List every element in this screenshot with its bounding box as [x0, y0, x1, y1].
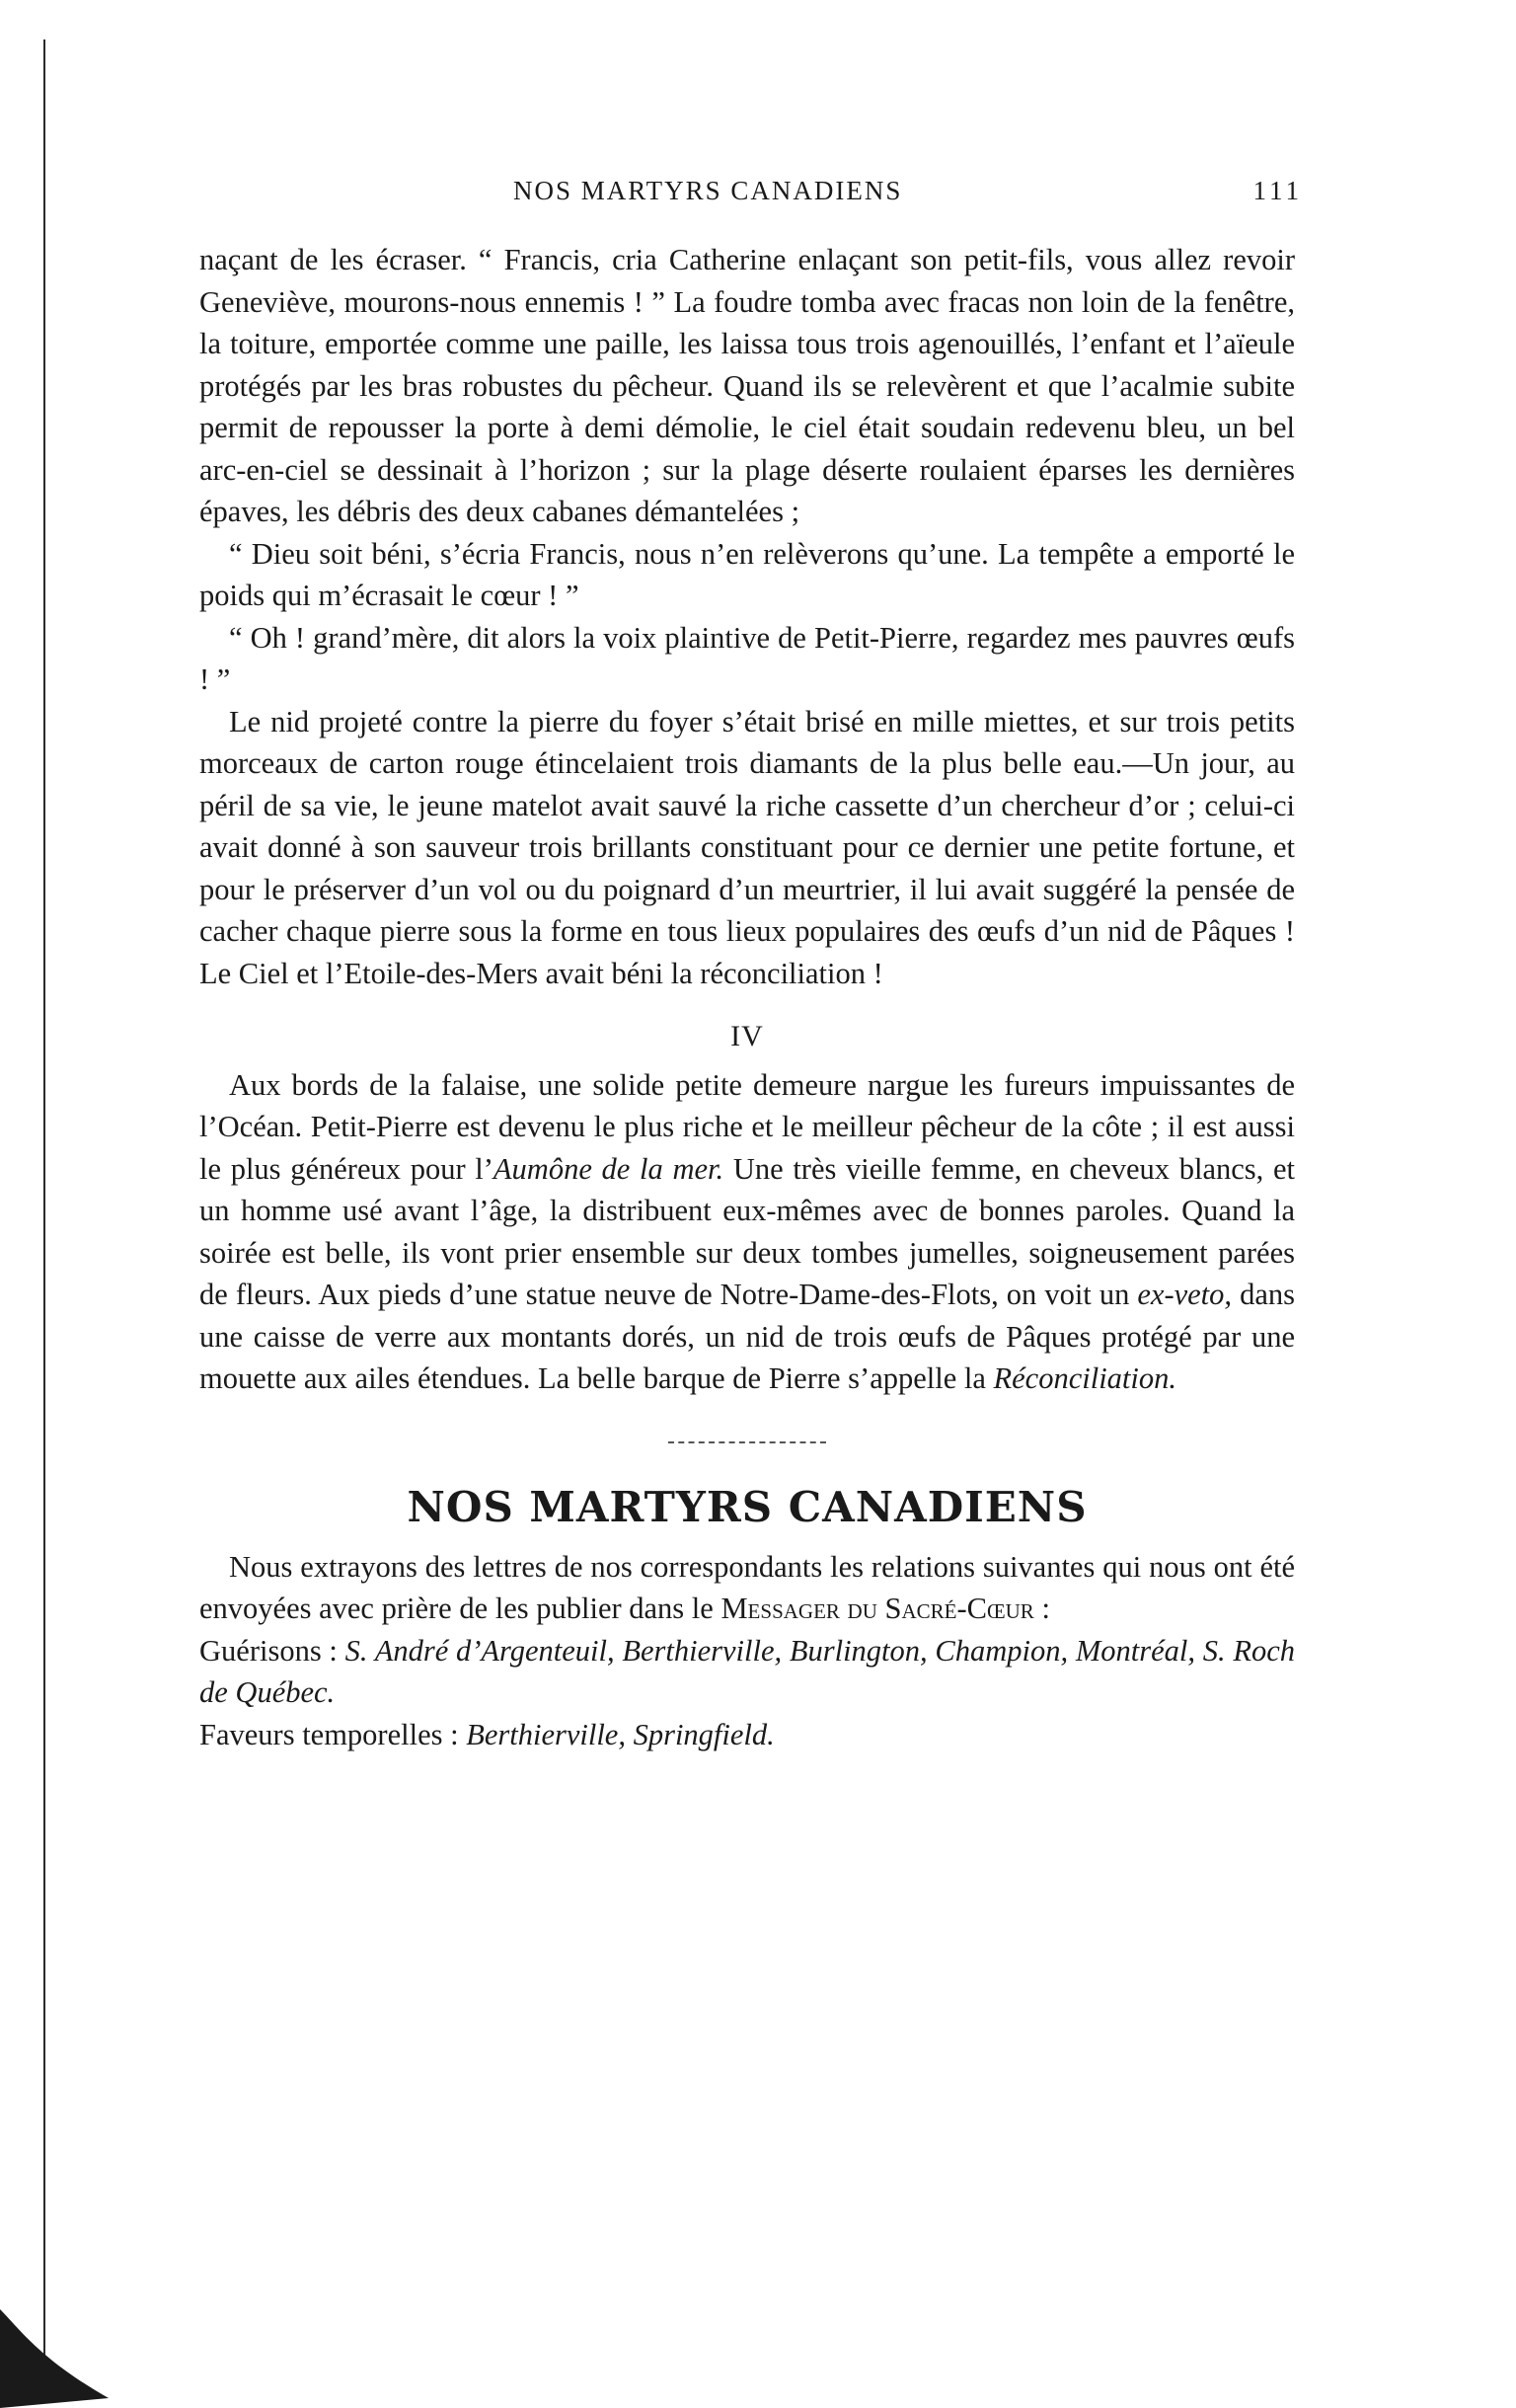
page-number: 111: [1252, 176, 1303, 205]
epilogue-text-1: Aux bords de la falaise, une solide petite demeure nargue les fureurs impuissantes de l’Océan. Petit-Pierre est devenu le plus riche et le meilleur pêcheur de la côte ; il est aussi le plus généreux pour l’: [199, 1067, 1295, 1186]
binding-line: [43, 39, 45, 2369]
list-guerisons: [199, 1630, 1295, 1714]
paragraph-diamonds: Le nid projeté contre la pierre du foyer s’était brisé en mille miettes, et sur trois petits morceaux de carton rouge étincelaient trois diamants de la plus belle eau.—Un jour, au péril de sa vie, le jeune matelot avait sauvé la riche cassette d’un chercheur d’or ; celui-ci avait donné à son sauveur trois brillants constituant pour ce dernier une petite fortune, et pour le préserver d’un vol ou du poignard d’un meurtrier, il lui avait suggéré la pensée de cacher chaque pierre sous la forme en tous lieux populaires des œufs d’un nid de Pâques ! Le Ciel et l’Etoile-des-Mers avait béni la réconciliation !: [199, 704, 1295, 990]
list-faveurs: [199, 1714, 1295, 1756]
binding-corner-mark: [0, 2290, 118, 2408]
paragraph-intro-relations: [199, 1546, 1295, 1630]
guerisons-label: Guérisons :: [199, 1633, 345, 1668]
faveurs-places: Berthierville, Springfield.: [466, 1717, 775, 1751]
epilogue-italic-reconciliation: Réconciliation.: [993, 1361, 1177, 1395]
epilogue-italic-exveto: ex-veto,: [1137, 1278, 1233, 1311]
paragraph-continued: naçant de les écraser. “ Francis, cria Catherine enlaçant son petit-fils, vous allez revoir Geneviève, mourons-nous ennemis ! ” La foudre tomba avec fracas non loin de la fenêtre, la toiture, emportée comme une paille, les laissa tous trois agenouillés, l’enfant et l’aïeule protégés par les bras robustes du pêcheur. Quand ils se relevèrent et que l’acalmie subite permit de repousser la porte à demi démolie, le ciel était soudain redevenu bleu, un bel arc-en-ciel se dessinait à l’horizon ; sur la plage déserte roulaient éparses les dernières épaves, les débris des deux cabanes démantelées ;: [199, 243, 1295, 528]
guerisons-places: S. André d’Argenteuil, Berthierville, Burlington, Champion, Montréal, S. Roch de Québec.: [199, 1633, 1295, 1709]
running-title: NOS MARTYRS CANADIENS: [513, 176, 903, 205]
page-body: [199, 239, 1295, 1755]
intro-text-1: Nous extrayons des lettres de nos correspondants les relations suivantes qui nous ont été envoyées avec prière de les publier dans le: [199, 1549, 1295, 1625]
page-binding-edge: [0, 0, 57, 2408]
epilogue-text-3: dans une caisse de verre aux montants dorés, un nid de trois œufs de Pâques protégé par une mouette aux ailes étendues. La belle barque de Pierre s’appelle la: [199, 1278, 1295, 1395]
faveurs-label: Faveurs temporelles :: [199, 1717, 467, 1751]
section-number: IV: [730, 1020, 764, 1052]
paragraph-epilogue: [199, 1064, 1295, 1400]
epilogue-italic-aumone: Aumône de la mer.: [493, 1151, 724, 1186]
running-head: [197, 176, 1303, 215]
paragraph-quote-petit-pierre: “ Oh ! grand’mère, dit alors la voix plaintive de Petit-Pierre, regardez mes pauvres œufs ! ”: [199, 620, 1295, 696]
section-divider: [668, 1441, 826, 1443]
intro-text-2: :: [1033, 1592, 1050, 1625]
epilogue-text-2: Une très vieille femme, en cheveux blancs, et un homme usé avant l’âge, la distribuent eux-mêmes avec de bonnes paroles. Quand la soirée est belle, ils vont prier ensemble sur deux tombes jumelles, soigneusement parées de fleurs. Aux pieds d’une statue neuve de Notre-Dame-des-Flots, on voit un: [199, 1151, 1295, 1311]
paragraph-quote-francis: “ Dieu soit béni, s’écria Francis, nous n’en relèverons qu’une. La tempête a emporté le poids qui m’écrasait le cœur ! ”: [199, 536, 1295, 612]
article-title: NOS MARTYRS CANADIENS: [407, 1482, 1088, 1531]
intro-messager-smallcaps: Messager du Sacré-Cœur: [720, 1592, 1034, 1625]
